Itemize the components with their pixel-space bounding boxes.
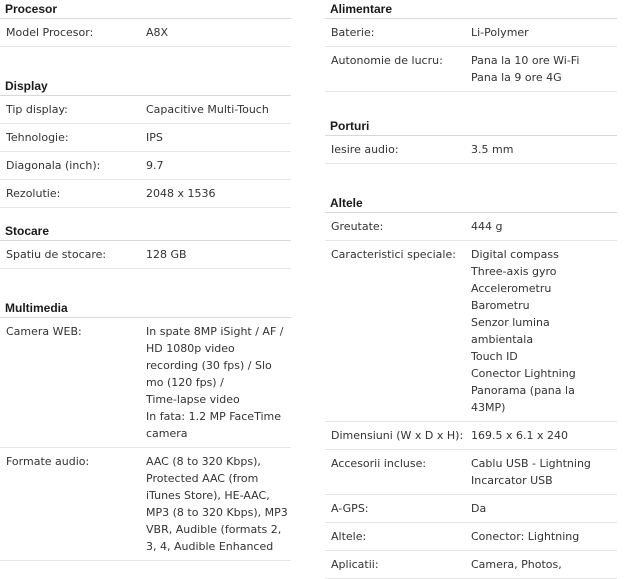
section-alimentare (325, 0, 617, 92)
spec-row-aplicatii (325, 551, 617, 579)
section-title: Alimentare (325, 0, 617, 19)
spec-value: Pana la 10 ore Wi-Fi (471, 54, 580, 67)
section-procesor (0, 0, 291, 47)
spec-label: Model Procesor: (6, 26, 94, 39)
spec-label: Camera WEB: (6, 325, 82, 338)
spec-row-greutate (325, 213, 617, 241)
section-title: Display (0, 77, 291, 96)
spec-value: AAC (8 to 320 Kbps), (146, 455, 261, 468)
spec-value: iTunes Store), HE-AAC, (146, 489, 270, 502)
section-title: Stocare (0, 222, 291, 241)
spec-label: Autonomie de lucru: (331, 54, 443, 67)
spec-value: VBR, Audible (formats 2, (146, 523, 282, 536)
spec-row-dimensiuni-w-x-d-x-h (325, 422, 617, 450)
spec-value: Protected AAC (from (146, 472, 259, 485)
spec-row-autonomie-de-lucru (325, 47, 617, 92)
spec-value: mo (120 fps) / (146, 376, 224, 389)
spec-row-tip-display (0, 96, 291, 124)
spec-label: Caracteristici speciale: (331, 248, 456, 261)
section-stocare (0, 222, 291, 269)
section-title: Porturi (325, 117, 617, 136)
spec-value: Conector: Lightning (471, 530, 580, 543)
spec-row-altele (325, 523, 617, 551)
spec-value: 444 g (471, 220, 503, 233)
spec-value: 3, 4, Audible Enhanced (146, 540, 274, 553)
spec-row-iesire-audio (325, 136, 617, 164)
spec-value: In fata: 1.2 MP FaceTime (146, 410, 281, 423)
spec-row-caracteristici-speciale (325, 241, 617, 422)
spec-label: Rezolutie: (6, 187, 61, 200)
spec-label: Spatiu de stocare: (6, 248, 107, 261)
spec-value: 9.7 (146, 159, 164, 172)
spec-label: Accesorii incluse: (331, 457, 427, 470)
spec-value: 128 GB (146, 248, 187, 261)
section-altele (325, 194, 617, 579)
section-title: Multimedia (0, 299, 291, 318)
spec-value: 2048 x 1536 (146, 187, 216, 200)
spec-value: A8X (146, 26, 169, 39)
spec-value: Li-Polymer (471, 26, 529, 39)
spec-label: Diagonala (inch): (6, 159, 101, 172)
spec-row-rezolutie (0, 180, 291, 208)
spec-value: 3.5 mm (471, 143, 514, 156)
spec-value: Incarcator USB (471, 474, 553, 487)
spec-row-tehnologie (0, 124, 291, 152)
spec-value: MP3 (8 to 320 Kbps), MP3 (146, 506, 288, 519)
spec-value: Barometru (471, 299, 530, 312)
spec-value: Conector Lightning (471, 367, 576, 380)
spec-label: Baterie: (331, 26, 375, 39)
spec-row-accesorii-incluse (325, 450, 617, 495)
spec-row-formate-audio (0, 448, 291, 561)
spec-row-model-procesor (0, 19, 291, 47)
spec-row-spatiu-de-stocare (0, 241, 291, 269)
spec-label: Tip display: (6, 103, 68, 116)
section-porturi (325, 117, 617, 164)
spec-value: Capacitive Multi-Touch (146, 103, 269, 116)
spec-label: Formate audio: (6, 455, 90, 468)
spec-value: 169.5 x 6.1 x 240 (471, 429, 568, 442)
spec-value: Cablu USB - Lightning (471, 457, 591, 470)
spec-value: Da (471, 502, 487, 515)
spec-label: Dimensiuni (W x D x H): (331, 429, 464, 442)
spec-value: In spate 8MP iSight / AF / (146, 325, 284, 338)
spec-value: Touch ID (471, 350, 518, 363)
section-title: Altele (325, 194, 617, 213)
spec-value: Camera, Photos, (471, 558, 562, 571)
spec-value: camera (146, 427, 188, 440)
spec-label: Greutate: (331, 220, 384, 233)
spec-label: Tehnologie: (6, 131, 69, 144)
spec-value: Digital compass (471, 248, 559, 261)
section-display (0, 77, 291, 208)
spec-label: Aplicatii: (331, 558, 379, 571)
spec-row-baterie (325, 19, 617, 47)
spec-row-camera-web (0, 318, 291, 448)
spec-value: Accelerometru (471, 282, 552, 295)
section-multimedia (0, 299, 291, 561)
spec-value: recording (30 fps) / Slo (146, 359, 272, 372)
spec-value: Pana la 9 ore 4G (471, 71, 562, 84)
spec-value: HD 1080p video (146, 342, 235, 355)
spec-value: IPS (146, 131, 163, 144)
spec-value: ambientala (471, 333, 534, 346)
spec-label: Iesire audio: (331, 143, 399, 156)
section-title: Procesor (0, 0, 291, 19)
spec-row-a-gps (325, 495, 617, 523)
spec-label: Altele: (331, 530, 367, 543)
spec-value: Time-lapse video (146, 393, 240, 406)
spec-value: Senzor lumina (471, 316, 550, 329)
spec-row-diagonala-inch (0, 152, 291, 180)
spec-label: A-GPS: (331, 502, 369, 515)
spec-value: Panorama (pana la (471, 384, 575, 397)
spec-value: 43MP) (471, 401, 506, 414)
spec-value: Three-axis gyro (471, 265, 557, 278)
